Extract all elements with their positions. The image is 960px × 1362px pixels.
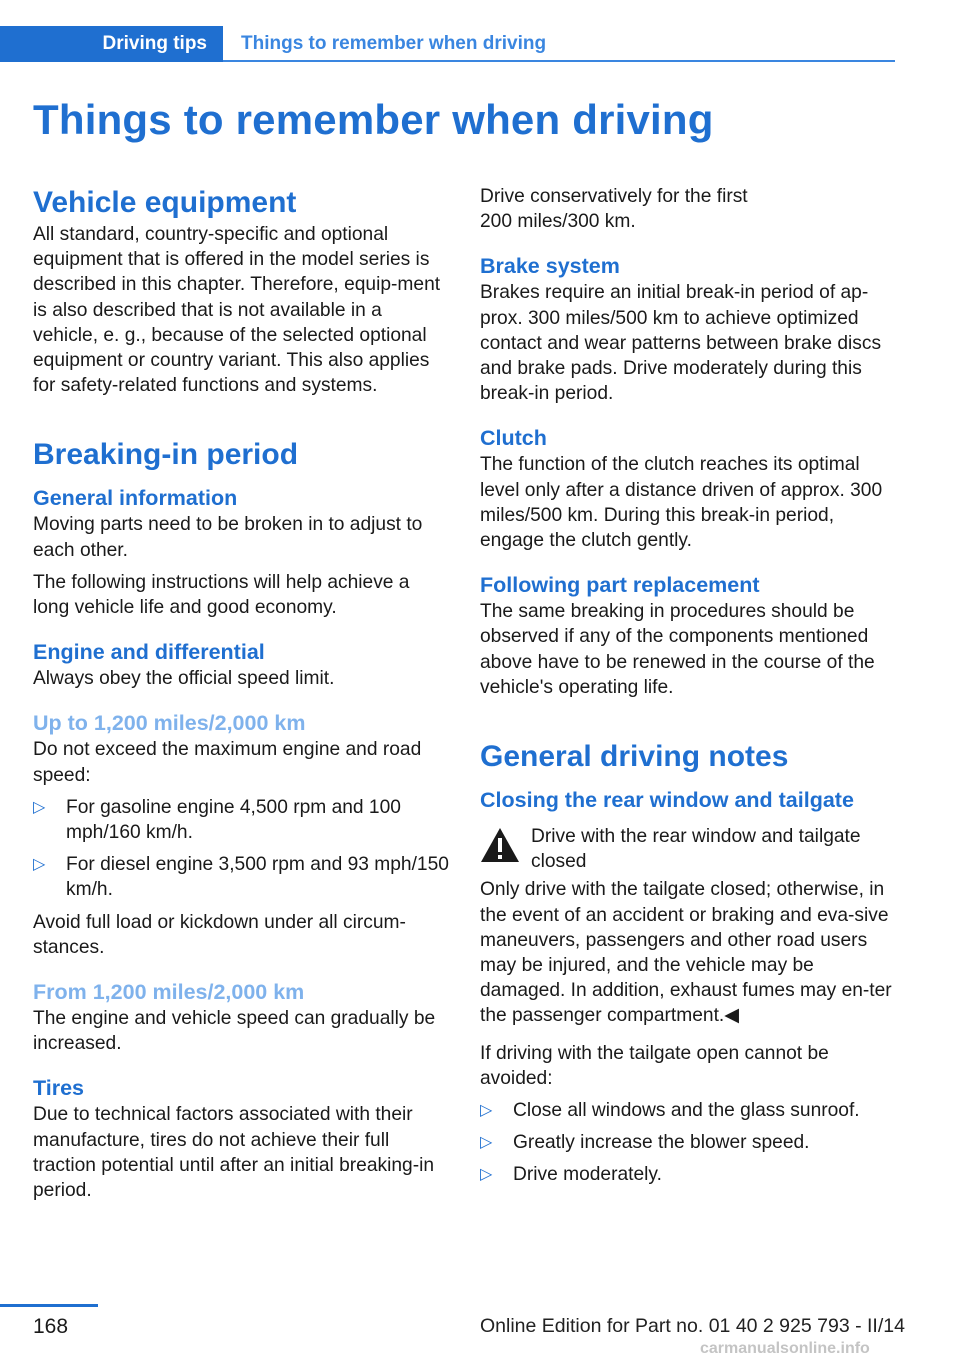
paragraph-following: The same breaking in procedures should be observed if any of the components mentioned above have to be renewed in the course of the vehicle's operating life.: [480, 601, 875, 698]
paragraph-drive-conservatively: Drive conservatively for the first 200 miles/300 km.: [480, 186, 748, 233]
paragraph-if-driving: If driving with the tailgate open cannot be avoided:: [480, 1042, 829, 1089]
heading-up-to-1200: Up to 1,200 miles/2,000 km: [33, 711, 306, 736]
heading-clutch: Clutch: [480, 426, 547, 451]
list-tailgate-open: [480, 1098, 898, 1188]
paragraph-general-2: The following instructions will help achieve a long vehicle life and good economy.: [33, 571, 410, 619]
heading-following-part-replacement: Following part replacement: [480, 573, 760, 598]
paragraph-brake: Brakes require an initial break-in period of ap-prox. 300 miles/500 km to achieve optimized contact and wear patterns between brake discs and brake pads. Drive moderately during this break-in period.: [480, 282, 882, 405]
heading-general-information: General information: [33, 486, 238, 511]
paragraph-up-to: Do not exceed the maximum engine and road speed:: [33, 739, 422, 786]
list-item: ▷ Drive moderately.: [480, 1162, 898, 1187]
running-header: [0, 26, 895, 62]
heading-vehicle-equipment: Vehicle equipment: [33, 186, 297, 219]
heading-brake-system: Brake system: [480, 254, 620, 279]
heading-tires: Tires: [33, 1076, 84, 1101]
triangle-bullet-icon: ▷: [480, 1102, 493, 1120]
header-section-tab[interactable]: Driving tips: [0, 26, 223, 62]
footer-rule: [0, 1304, 98, 1307]
heading-engine-differential: Engine and differential: [33, 640, 265, 665]
list-item: ▷ Close all windows and the glass sunroof.: [480, 1098, 898, 1123]
paragraph-general-1: Moving parts need to be broken in to adjust to each other.: [33, 514, 423, 561]
list-speed-limits: [33, 795, 451, 903]
warning-triangle-icon: [480, 827, 520, 863]
paragraph-avoid-full-load: Avoid full load or kickdown under all circum-stances.: [33, 911, 406, 958]
paragraph-clutch: The function of the clutch reaches its optimal level only after a distance driven of approx. 300 miles/500 km. During this break-in period, engage the clutch gently.: [480, 454, 883, 552]
header-rule: [223, 60, 895, 62]
watermark: carmanualsonline.info: [700, 1340, 870, 1357]
paragraph-tires: Due to technical factors associated with their manufacture, tires do not achieve their full traction potential until after an initial breaking-in period.: [33, 1104, 435, 1202]
heading-breaking-in-period: Breaking-in period: [33, 438, 299, 472]
warning-text: Drive with the rear window and tailgate closed: [531, 826, 861, 873]
paragraph-warning-detail: Only drive with the tailgate closed; otherwise, in the event of an accident or braking and eva-sive maneuvers, passengers and other road users may be injured, and the vehicle may be damaged. In addition, exhaust fumes may en-ter the passenger compartment.◀: [480, 879, 892, 1027]
heading-general-driving-notes: General driving notes: [480, 740, 789, 774]
triangle-bullet-icon: ▷: [33, 798, 46, 816]
list-item: ▷ For gasoline engine 4,500 rpm and 100 mph/160 km/h.: [33, 796, 401, 844]
triangle-bullet-icon: ▷: [480, 1166, 493, 1184]
paragraph-from: The engine and vehicle speed can gradually be increased.: [33, 1008, 436, 1055]
warning-notice: [480, 824, 898, 874]
heading-closing-rear-window: Closing the rear window and tailgate: [480, 788, 854, 813]
page-number: 168: [33, 1315, 69, 1338]
heading-from-1200: From 1,200 miles/2,000 km: [33, 980, 305, 1005]
paragraph-engine: Always obey the official speed limit.: [33, 668, 335, 690]
list-item: ▷ For diesel engine 3,500 rpm and 93 mph/150 km/h.: [33, 854, 449, 901]
list-item: ▷ Greatly increase the blower speed.: [480, 1130, 898, 1155]
triangle-bullet-icon: ▷: [33, 856, 46, 874]
page-title: Things to remember when driving: [33, 96, 714, 143]
triangle-bullet-icon: ▷: [480, 1134, 493, 1152]
left-column: [33, 184, 451, 1210]
paragraph-vehicle-equipment: All standard, country-specific and optional equipment that is offered in the model series is described in this chapter. Therefore, equip-ment is also described that is not available in a vehicle, e. g., because of the selected optional equipment or country variant. This also applies for safety-related functions and systems.: [33, 224, 441, 397]
right-column: [480, 184, 898, 1195]
edition-note: Online Edition for Part no. 01 40 2 925 793 - II/14: [480, 1315, 905, 1337]
header-breadcrumb[interactable]: Things to remember when driving: [241, 33, 547, 54]
